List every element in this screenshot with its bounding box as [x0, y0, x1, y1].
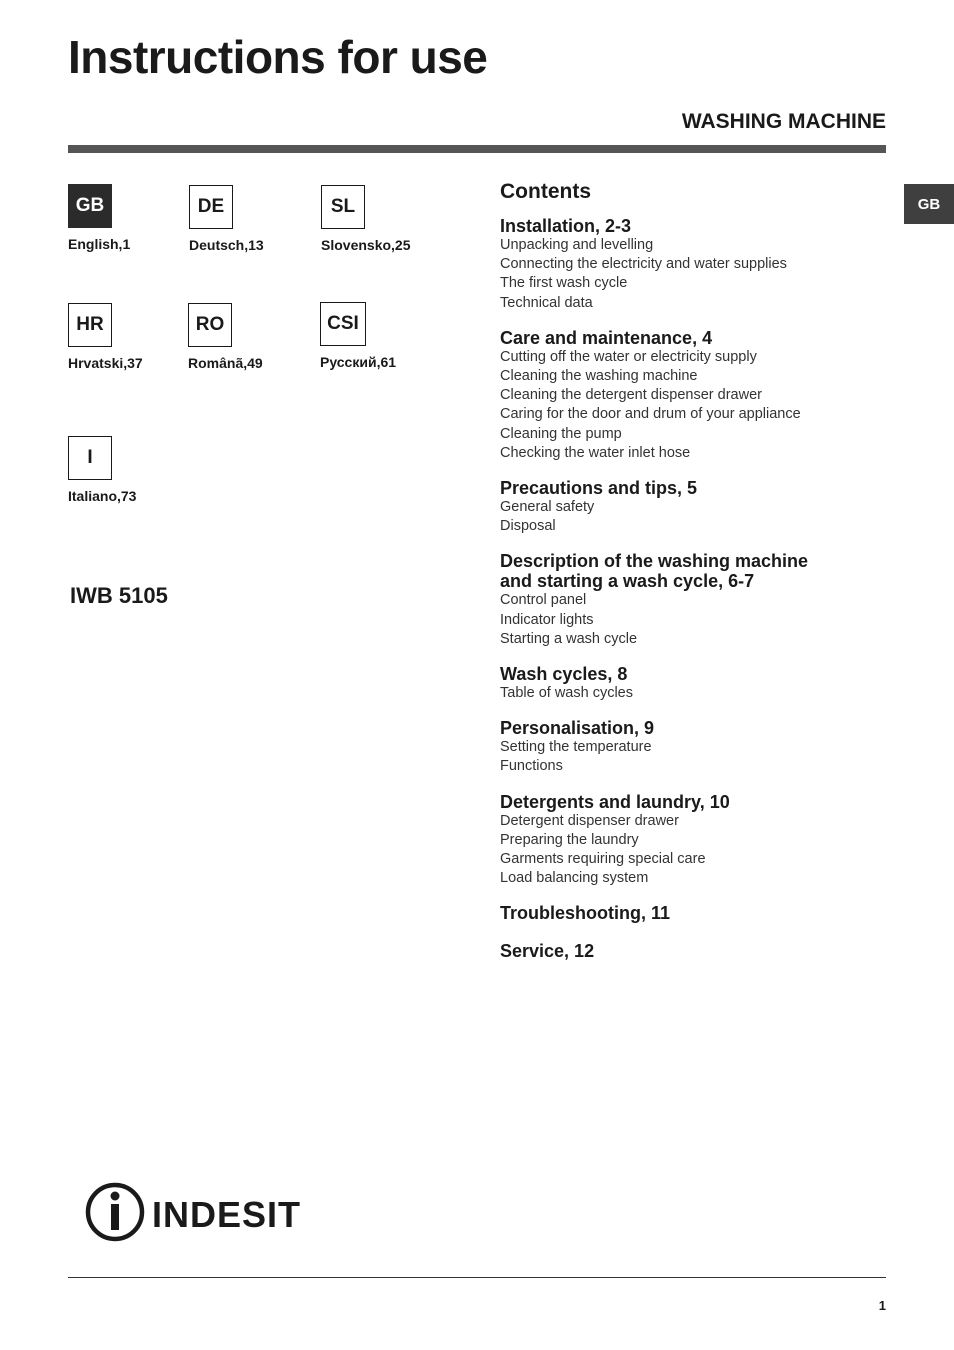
toc-section-wash-cycles: [500, 664, 900, 703]
toc-section-title[interactable]: Installation, 2-3: [500, 216, 632, 236]
toc-item: Preparing the laundry: [500, 831, 639, 848]
toc-item: Table of wash cycles: [500, 685, 633, 702]
toc-item: Unpacking and levelling: [500, 237, 654, 253]
language-label: Deutsch,13: [189, 237, 264, 253]
toc-section-title[interactable]: Care and maintenance, 4: [500, 327, 713, 348]
language-hr[interactable]: [68, 303, 198, 371]
language-label: Italiano,73: [68, 488, 137, 504]
toc-item: Setting the temperature: [500, 739, 652, 756]
language-code-box: DE: [189, 185, 233, 229]
toc-section-precautions: [500, 478, 900, 536]
language-code-box: GB: [68, 184, 112, 228]
language-de[interactable]: [189, 185, 319, 253]
toc-section-personalisation: [500, 718, 900, 776]
toc-section-title-continued[interactable]: and starting a wash cycle, 6-7: [500, 571, 755, 592]
toc-item: Indicator lights: [500, 611, 594, 628]
toc-item: Technical data: [500, 294, 593, 311]
language-code-box: SL: [321, 185, 365, 229]
logo-stem: [111, 1204, 119, 1230]
language-label: Русский,61: [320, 354, 397, 370]
toc-section-title[interactable]: Wash cycles, 8: [500, 664, 628, 685]
toc-section-title[interactable]: Detergents and laundry, 10: [500, 791, 730, 812]
toc-section-service: [500, 941, 900, 961]
toc-item: Disposal: [500, 518, 556, 535]
toc-item: Cleaning the pump: [500, 425, 622, 442]
toc-section-title[interactable]: Precautions and tips, 5: [500, 478, 698, 499]
language-gb[interactable]: [68, 184, 198, 252]
toc-section-description: [500, 551, 900, 649]
toc-section-title[interactable]: Personalisation, 9: [500, 718, 655, 739]
language-label: Hrvatski,37: [68, 355, 143, 371]
language-sl[interactable]: [321, 185, 451, 253]
toc-item: Cutting off the water or electricity supply: [500, 348, 757, 365]
toc-section-troubleshooting: [500, 903, 900, 923]
toc-item: The first wash cycle: [500, 275, 628, 292]
toc-item: General safety: [500, 499, 595, 516]
table-of-contents: [500, 180, 900, 976]
toc-item: Functions: [500, 758, 563, 775]
toc-section-care: [500, 328, 900, 463]
language-ro[interactable]: [188, 303, 318, 371]
logo-dot: [111, 1192, 120, 1201]
toc-item: Connecting the electricity and water supplies: [500, 256, 787, 273]
page-title: Instructions for use: [68, 31, 488, 83]
toc-item: Garments requiring special care: [500, 851, 706, 868]
language-code-box: CSI: [320, 302, 366, 346]
contents-heading: Contents: [500, 180, 591, 203]
footer-divider: [68, 1277, 886, 1278]
header-divider: [68, 145, 886, 153]
toc-item: Cleaning the washing machine: [500, 368, 698, 385]
language-label: English,1: [68, 236, 131, 252]
language-code-box: I: [68, 436, 112, 480]
page-number: 1: [878, 1298, 886, 1313]
toc-section-title[interactable]: Service, 12: [500, 941, 595, 962]
language-code-box: RO: [188, 303, 232, 347]
toc-section-installation: [500, 216, 900, 313]
toc-item: Checking the water inlet hose: [500, 444, 691, 461]
toc-item: Detergent dispenser drawer: [500, 812, 679, 829]
product-type: WASHING MACHINE: [681, 110, 886, 133]
indesit-logo: [84, 1180, 324, 1244]
language-csi[interactable]: [320, 302, 450, 370]
language-side-tab: GB: [904, 184, 954, 224]
toc-item: Cleaning the detergent dispenser drawer: [500, 387, 762, 404]
toc-item: Control panel: [500, 592, 587, 609]
language-label: Românã,49: [188, 355, 263, 371]
toc-section-title[interactable]: Troubleshooting, 11: [500, 903, 671, 924]
language-label: Slovensko,25: [321, 237, 411, 253]
language-code-box: HR: [68, 303, 112, 347]
toc-section-detergents: [500, 792, 900, 889]
toc-item: Caring for the door and drum of your appliance: [500, 406, 801, 423]
toc-item: Load balancing system: [500, 870, 649, 887]
language-i[interactable]: [68, 436, 198, 504]
toc-section-title[interactable]: Description of the washing machine: [500, 551, 809, 572]
model-number: IWB 5105: [70, 583, 168, 608]
toc-item: Starting a wash cycle: [500, 630, 638, 647]
logo-wordmark: INDESIT: [152, 1194, 302, 1235]
